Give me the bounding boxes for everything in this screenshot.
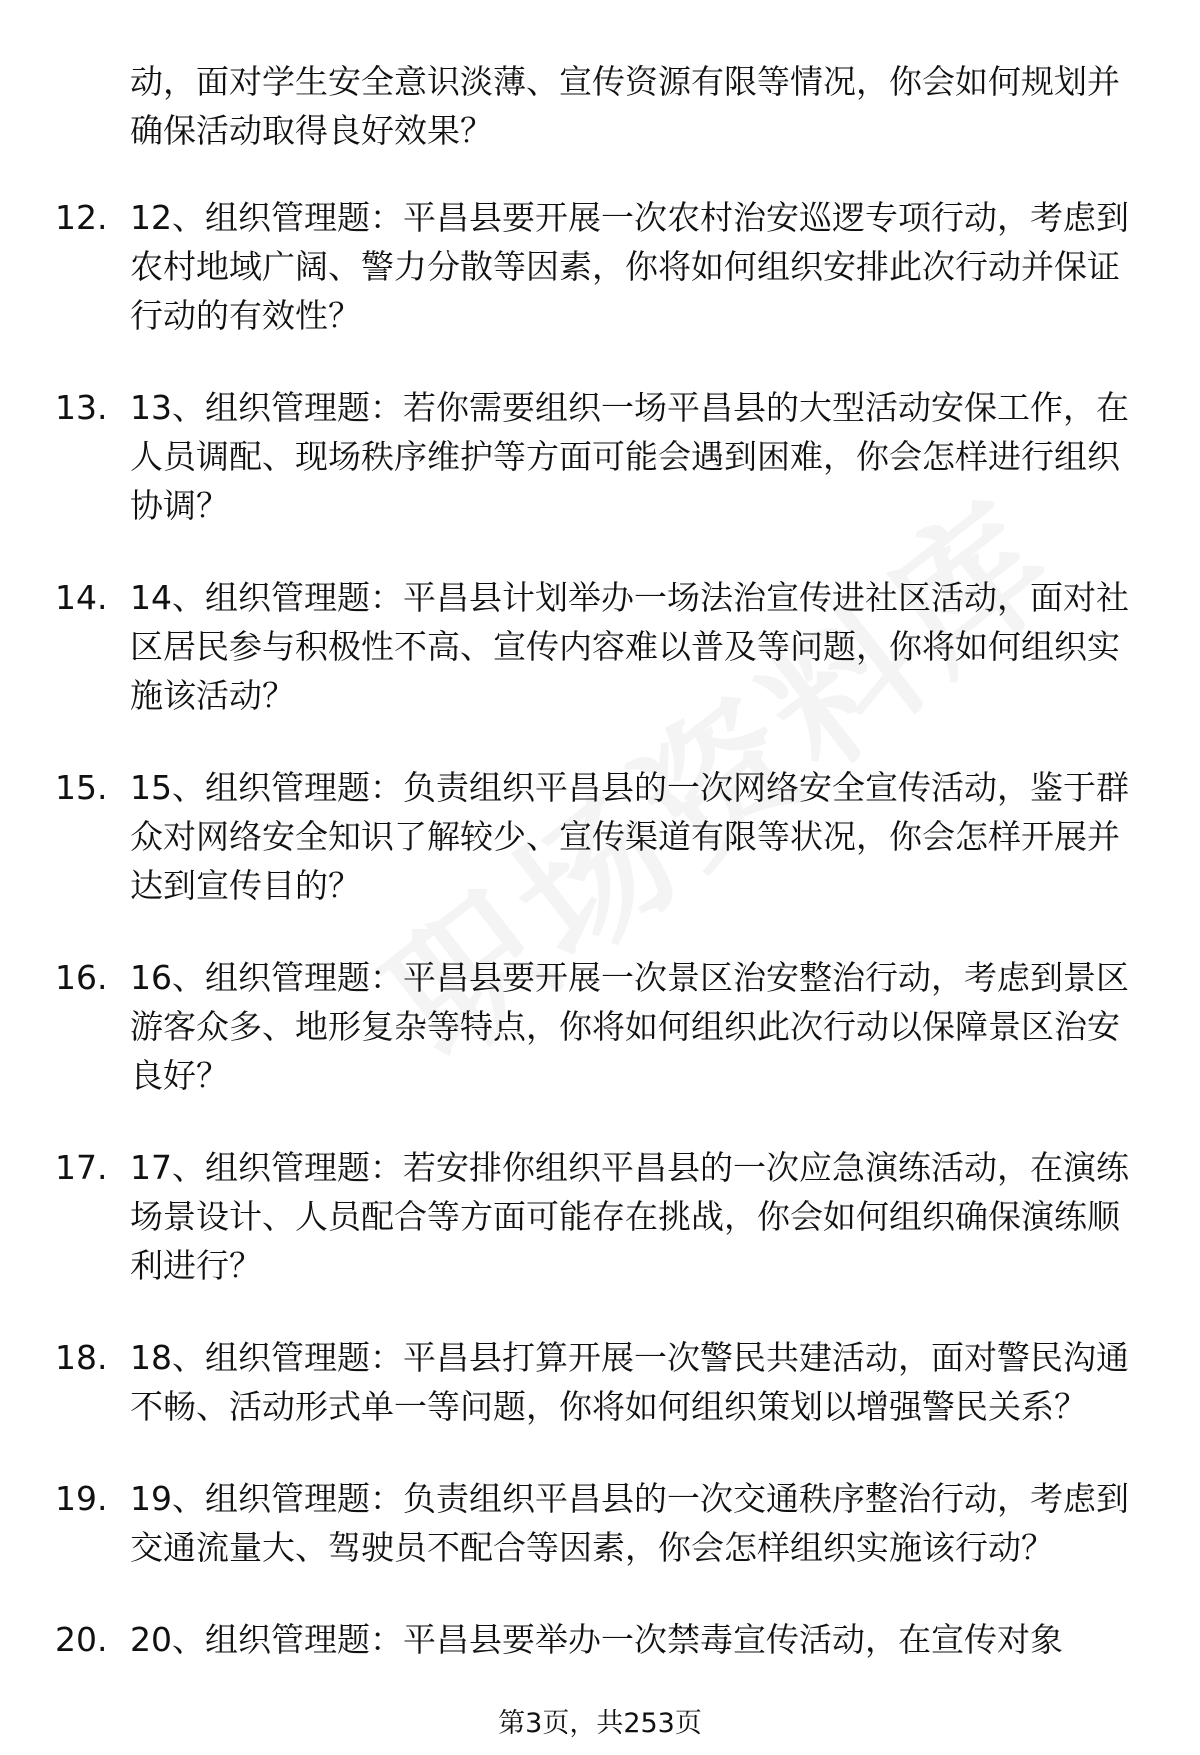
question-number: 14.	[55, 578, 108, 617]
question-text: 14、组织管理题：平昌县计划举办一场法治宣传进社区活动，面对社区居民参与积极性不高、宣传内容难以普及等问题，你将如何组织实施该活动？	[130, 578, 1129, 715]
question-number: 13.	[55, 388, 108, 427]
question-text: 12、组织管理题：平昌县要开展一次农村治安巡逻专项行动，考虑到农村地域广阔、警力分散等因素，你将如何组织安排此次行动并保证行动的有效性？	[130, 198, 1129, 335]
question-text: 19、组织管理题：负责组织平昌县的一次交通秩序整治行动，考虑到交通流量大、驾驶员不配合等因素，你会怎样组织实施该行动？	[130, 1479, 1129, 1567]
continued-question-text: 动，面对学生安全意识淡薄、宣传资源有限等情况，你会如何规划并确保活动取得良好效果？	[130, 62, 1120, 150]
question-item	[55, 1143, 1145, 1290]
question-number: 18.	[55, 1338, 108, 1377]
question-number: 19.	[55, 1479, 108, 1518]
question-item	[55, 573, 1145, 720]
question-text: 15、组织管理题：负责组织平昌县的一次网络安全宣传活动，鉴于群众对网络安全知识了解较少、宣传渠道有限等状况，你会怎样开展并达到宣传目的？	[130, 768, 1129, 905]
question-item	[55, 1474, 1145, 1572]
question-item	[55, 953, 1145, 1100]
question-item	[55, 193, 1145, 340]
question-number: 16.	[55, 958, 108, 997]
page-footer: 第3页，共253页	[498, 1708, 702, 1739]
question-number: 12.	[55, 198, 108, 237]
question-text: 17、组织管理题：若安排你组织平昌县的一次应急演练活动，在演练场景设计、人员配合等方面可能存在挑战，你会如何组织确保演练顺利进行？	[130, 1148, 1129, 1285]
question-item	[55, 1333, 1145, 1431]
question-list	[55, 193, 1145, 1707]
question-item	[55, 1615, 1145, 1664]
question-item	[55, 383, 1145, 530]
question-text: 18、组织管理题：平昌县打算开展一次警民共建活动，面对警民沟通不畅、活动形式单一等问题，你将如何组织策划以增强警民关系？	[130, 1338, 1129, 1426]
question-text: 20、组织管理题：平昌县要举办一次禁毒宣传活动，在宣传对象	[130, 1620, 1063, 1659]
question-number: 17.	[55, 1148, 108, 1187]
question-number: 15.	[55, 768, 108, 807]
question-text: 16、组织管理题：平昌县要开展一次景区治安整治行动，考虑到景区游客众多、地形复杂等特点，你将如何组织此次行动以保障景区治安良好？	[130, 958, 1129, 1095]
question-item	[55, 763, 1145, 910]
question-text: 13、组织管理题：若你需要组织一场平昌县的大型活动安保工作，在人员调配、现场秩序维护等方面可能会遇到困难，你会怎样进行组织协调？	[130, 388, 1129, 525]
question-number: 20.	[55, 1620, 108, 1659]
